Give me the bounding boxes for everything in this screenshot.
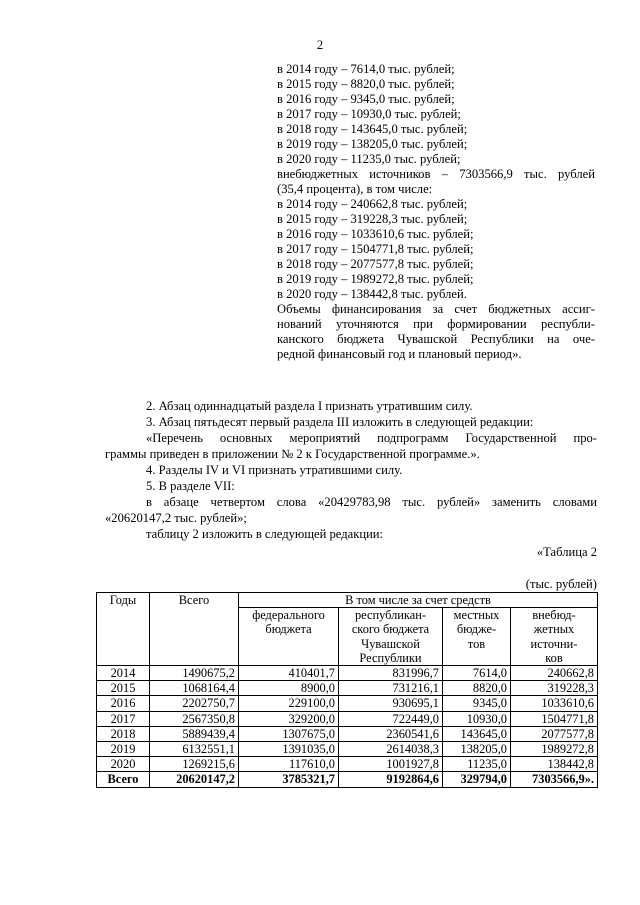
funding-line: в 2014 году – 240662,8 тыс. рублей; bbox=[277, 197, 468, 211]
cell-extra: 1033610,6 bbox=[511, 696, 598, 711]
table-caption: «Таблица 2 bbox=[536, 545, 597, 559]
table-total-row bbox=[97, 772, 598, 787]
cell-total: 5889439,4 bbox=[150, 726, 239, 741]
cell-republic: 930695,1 bbox=[339, 696, 443, 711]
cell-federal: 229100,0 bbox=[239, 696, 339, 711]
cell-extra: 1989272,8 bbox=[511, 742, 598, 757]
cell-total: 1490675,2 bbox=[150, 666, 239, 681]
amendment-items bbox=[105, 398, 597, 542]
cell-year: 2018 bbox=[97, 726, 150, 741]
item-5: 5. В разделе VII: bbox=[146, 479, 235, 493]
cell-total: 1269215,6 bbox=[150, 757, 239, 772]
item-3-quote: «Перечень основных мероприятий подпрограмм Государственной про- bbox=[146, 431, 597, 445]
cell-federal: 1307675,0 bbox=[239, 726, 339, 741]
item-4: 4. Разделы IV и VI признать утратившими силу. bbox=[146, 463, 403, 477]
cell-extra: 240662,8 bbox=[511, 666, 598, 681]
cell-republic: 731216,1 bbox=[339, 681, 443, 696]
table-row bbox=[97, 711, 598, 726]
page-number: 2 bbox=[316, 38, 324, 52]
funding-line: в 2015 году – 319228,3 тыс. рублей; bbox=[277, 212, 468, 226]
funding-line: в 2020 году – 11235,0 тыс. рублей; bbox=[277, 152, 461, 166]
note-line: нований уточняются при формировании республи- bbox=[277, 317, 595, 331]
cell-local: 9345,0 bbox=[443, 696, 511, 711]
funding-breakdown bbox=[277, 62, 595, 362]
cell-year: Всего bbox=[97, 772, 150, 787]
funding-line: в 2016 году – 1033610,6 тыс. рублей; bbox=[277, 227, 474, 241]
cell-republic: 2360541,6 bbox=[339, 726, 443, 741]
header-group: В том числе за счет средств bbox=[239, 593, 598, 608]
header-extra: внебюд- жетных источни- ков bbox=[511, 608, 598, 666]
cell-total: 2202750,7 bbox=[150, 696, 239, 711]
funding-line: в 2019 году – 138205,0 тыс. рублей; bbox=[277, 137, 468, 151]
item-5-b: таблицу 2 изложить в следующей редакции: bbox=[146, 527, 384, 541]
table-row bbox=[97, 666, 598, 681]
cell-total: 2567350,8 bbox=[150, 711, 239, 726]
table-row bbox=[97, 681, 598, 696]
cell-year: 2016 bbox=[97, 696, 150, 711]
cell-federal: 1391035,0 bbox=[239, 742, 339, 757]
cell-year: 2015 bbox=[97, 681, 150, 696]
cell-republic: 722449,0 bbox=[339, 711, 443, 726]
table-row bbox=[97, 742, 598, 757]
cell-local: 7614,0 bbox=[443, 666, 511, 681]
cell-local: 10930,0 bbox=[443, 711, 511, 726]
cell-local: 143645,0 bbox=[443, 726, 511, 741]
item-3: 3. Абзац пятьдесят первый раздела III изложить в следующей редакции: bbox=[146, 415, 534, 429]
extrabudget-share: (35,4 процента), в том числе: bbox=[277, 182, 433, 196]
funding-line: в 2016 году – 9345,0 тыс. рублей; bbox=[277, 92, 455, 106]
cell-year: 2020 bbox=[97, 757, 150, 772]
cell-year: 2019 bbox=[97, 742, 150, 757]
cell-republic: 2614038,3 bbox=[339, 742, 443, 757]
funding-line: в 2017 году – 1504771,8 тыс. рублей; bbox=[277, 242, 474, 256]
cell-federal: 329200,0 bbox=[239, 711, 339, 726]
funding-line: в 2020 году – 138442,8 тыс. рублей. bbox=[277, 287, 467, 301]
cell-federal: 117610,0 bbox=[239, 757, 339, 772]
header-years: Годы bbox=[97, 593, 150, 666]
funding-line: в 2014 году – 7614,0 тыс. рублей; bbox=[277, 62, 455, 76]
item-5-a: в абзаце четвертом слова «20429783,98 тыс. рублей» заменить словами bbox=[146, 495, 597, 509]
cell-republic: 1001927,8 bbox=[339, 757, 443, 772]
header-total: Всего bbox=[150, 593, 239, 666]
header-local: местных бюдже- тов bbox=[443, 608, 511, 666]
cell-total: 6132551,1 bbox=[150, 742, 239, 757]
header-federal: федерального бюджета bbox=[239, 608, 339, 666]
cell-local: 8820,0 bbox=[443, 681, 511, 696]
cell-extra: 1504771,8 bbox=[511, 711, 598, 726]
funding-line: в 2015 году – 8820,0 тыс. рублей; bbox=[277, 77, 455, 91]
cell-local: 329794,0 bbox=[443, 772, 511, 787]
cell-extra: 138442,8 bbox=[511, 757, 598, 772]
cell-extra: 7303566,9». bbox=[511, 772, 598, 787]
table-row bbox=[97, 757, 598, 772]
cell-year: 2014 bbox=[97, 666, 150, 681]
extrabudget-line: внебюджетных источников – 7303566,9 тыс. рублей bbox=[277, 167, 595, 181]
cell-extra: 319228,3 bbox=[511, 681, 598, 696]
note-line: Объемы финансирования за счет бюджетных ассиг- bbox=[277, 302, 595, 316]
cell-total: 1068164,4 bbox=[150, 681, 239, 696]
header-republic: республикан- ского бюджета Чувашской Республики bbox=[339, 608, 443, 666]
cell-total: 20620147,2 bbox=[150, 772, 239, 787]
cell-federal: 8900,0 bbox=[239, 681, 339, 696]
funding-line: в 2018 году – 143645,0 тыс. рублей; bbox=[277, 122, 468, 136]
cell-extra: 2077577,8 bbox=[511, 726, 598, 741]
item-5-a-cont: «20620147,2 тыс. рублей»; bbox=[105, 511, 247, 525]
table-unit: (тыс. рублей) bbox=[525, 577, 597, 591]
cell-republic: 831996,7 bbox=[339, 666, 443, 681]
cell-federal: 410401,7 bbox=[239, 666, 339, 681]
table-row bbox=[97, 726, 598, 741]
cell-year: 2017 bbox=[97, 711, 150, 726]
cell-local: 138205,0 bbox=[443, 742, 511, 757]
cell-republic: 9192864,6 bbox=[339, 772, 443, 787]
funding-table bbox=[96, 592, 598, 788]
funding-line: в 2017 году – 10930,0 тыс. рублей; bbox=[277, 107, 461, 121]
note-line: канского бюджета Чувашской Республики на оче- bbox=[277, 332, 595, 346]
note-line-last: редной финансовый год и плановый период». bbox=[277, 347, 522, 361]
table-row bbox=[97, 696, 598, 711]
funding-line: в 2018 году – 2077577,8 тыс. рублей; bbox=[277, 257, 474, 271]
item-2: 2. Абзац одиннадцатый раздела I признать утратившим силу. bbox=[146, 399, 473, 413]
cell-federal: 3785321,7 bbox=[239, 772, 339, 787]
funding-line: в 2019 году – 1989272,8 тыс. рублей; bbox=[277, 272, 474, 286]
item-3-quote-cont: граммы приведен в приложении № 2 к Государственной программе.». bbox=[105, 447, 480, 461]
cell-local: 11235,0 bbox=[443, 757, 511, 772]
